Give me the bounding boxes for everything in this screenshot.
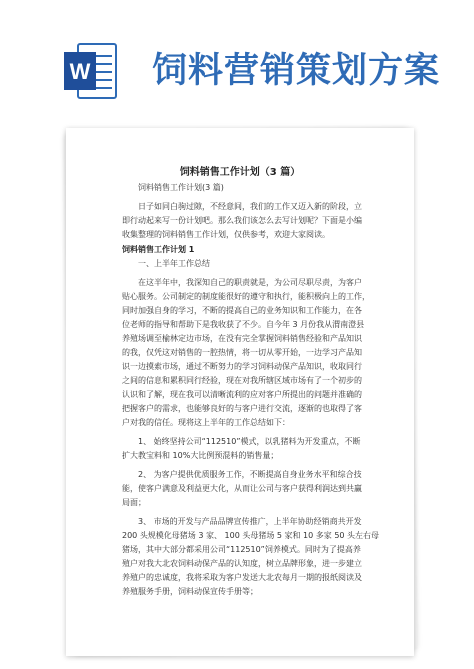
doc-line: 在这半年中，我深知自己的职责就是，为公司尽职尽责，为客户	[138, 278, 362, 287]
doc-line: 即行动起来写一份计划吧。那么我们该怎么去写计划呢？下面是小编	[122, 216, 362, 225]
doc-line: 识一边摸索市场，通过不断努力的学习饲料动保产品知识，收取同行	[122, 362, 362, 371]
doc-line: 猪场，其中大部分都采用公司“112510”饲养模式。同时为了提高养	[122, 545, 361, 554]
document-page	[66, 128, 414, 656]
word-icon-letter: W	[69, 59, 91, 84]
doc-line: 1、 始终坚持公司“112510”模式，以乳猪料为开发重点，不断	[138, 437, 361, 446]
doc-line: 能，使客户满意及利益更大化，从而让公司与客户获得利润达到共赢	[122, 484, 362, 493]
doc-line: 认识和了解，现在我可以清晰流利的应对客户所提出的问题并准确的	[122, 390, 362, 399]
doc-line: 把握客户的需求，也能够良好的与客户进行交流，逐渐的也取得了客	[122, 404, 362, 413]
doc-line: 一、上半年工作总结	[138, 259, 210, 268]
doc-line: 饲料销售工作计划(3 篇)	[138, 183, 224, 192]
doc-line: 养殖场调至榆林定边市场，在没有完全掌握饲料销售经验和产品知识	[122, 334, 362, 343]
doc-line: 贴心服务。公司制定的制度能很好的遵守和执行，能积极向上的工作，	[122, 292, 370, 301]
doc-line: 200 头规模化母猪场 3 家、 100 头母猪场 5 家和 10 多家 50 头左右母	[122, 531, 380, 540]
doc-line: 位老师的指导和帮助下是我收获了不少。自今年 3 月份我从渭南澄县	[122, 320, 365, 329]
doc-line: 的我，仅凭这对销售的一腔热情，将一切从零开始，一边学习产品知	[122, 348, 362, 357]
word-icon	[62, 40, 118, 102]
doc-line: 2、 为客户提供优质服务工作，不断提高自身业务水平和综合技	[138, 470, 362, 479]
banner-title: 饲料营销策划方案	[152, 51, 441, 91]
section-heading: 饲料销售工作计划 1	[122, 245, 195, 254]
doc-line: 户对我的信任。现将这上半年的工作总结如下：	[122, 418, 290, 427]
doc-line: 日子如同白驹过隙，不经意间，我们的工作又迈入新的阶段，立	[138, 202, 362, 211]
document-title: 饲料销售工作计划（3 篇）	[179, 167, 301, 178]
doc-line: 同时加强自身的学习，不断的提高自己的业务知识和工作能力，在各	[122, 306, 362, 315]
doc-line: 3、 市场的开发与产品品牌宣传推广，上半年协助经销商共开发	[138, 517, 362, 526]
banner-header	[0, 0, 474, 118]
doc-line: 殖户对我大北农饲料动保产品的认知度，树立品牌形象，进一步建立	[122, 559, 362, 568]
doc-line: 养殖服务手册，饲料动保宣传手册等；	[122, 587, 258, 596]
doc-line: 局面；	[122, 498, 146, 507]
doc-line: 收集整理的饲料销售工作计划，仅供参考，欢迎大家阅读。	[122, 230, 330, 239]
doc-line: 之间的信息和累积同行经验，现在对我所辖区域市场有了一个初步的	[122, 376, 362, 385]
doc-line: 扩大教宝料和 10%大比例预混料的销售量；	[122, 451, 279, 460]
doc-line: 养殖户的忠诚度，我将采取为客户发送大北农每月一期的报纸阅读及	[122, 573, 362, 582]
